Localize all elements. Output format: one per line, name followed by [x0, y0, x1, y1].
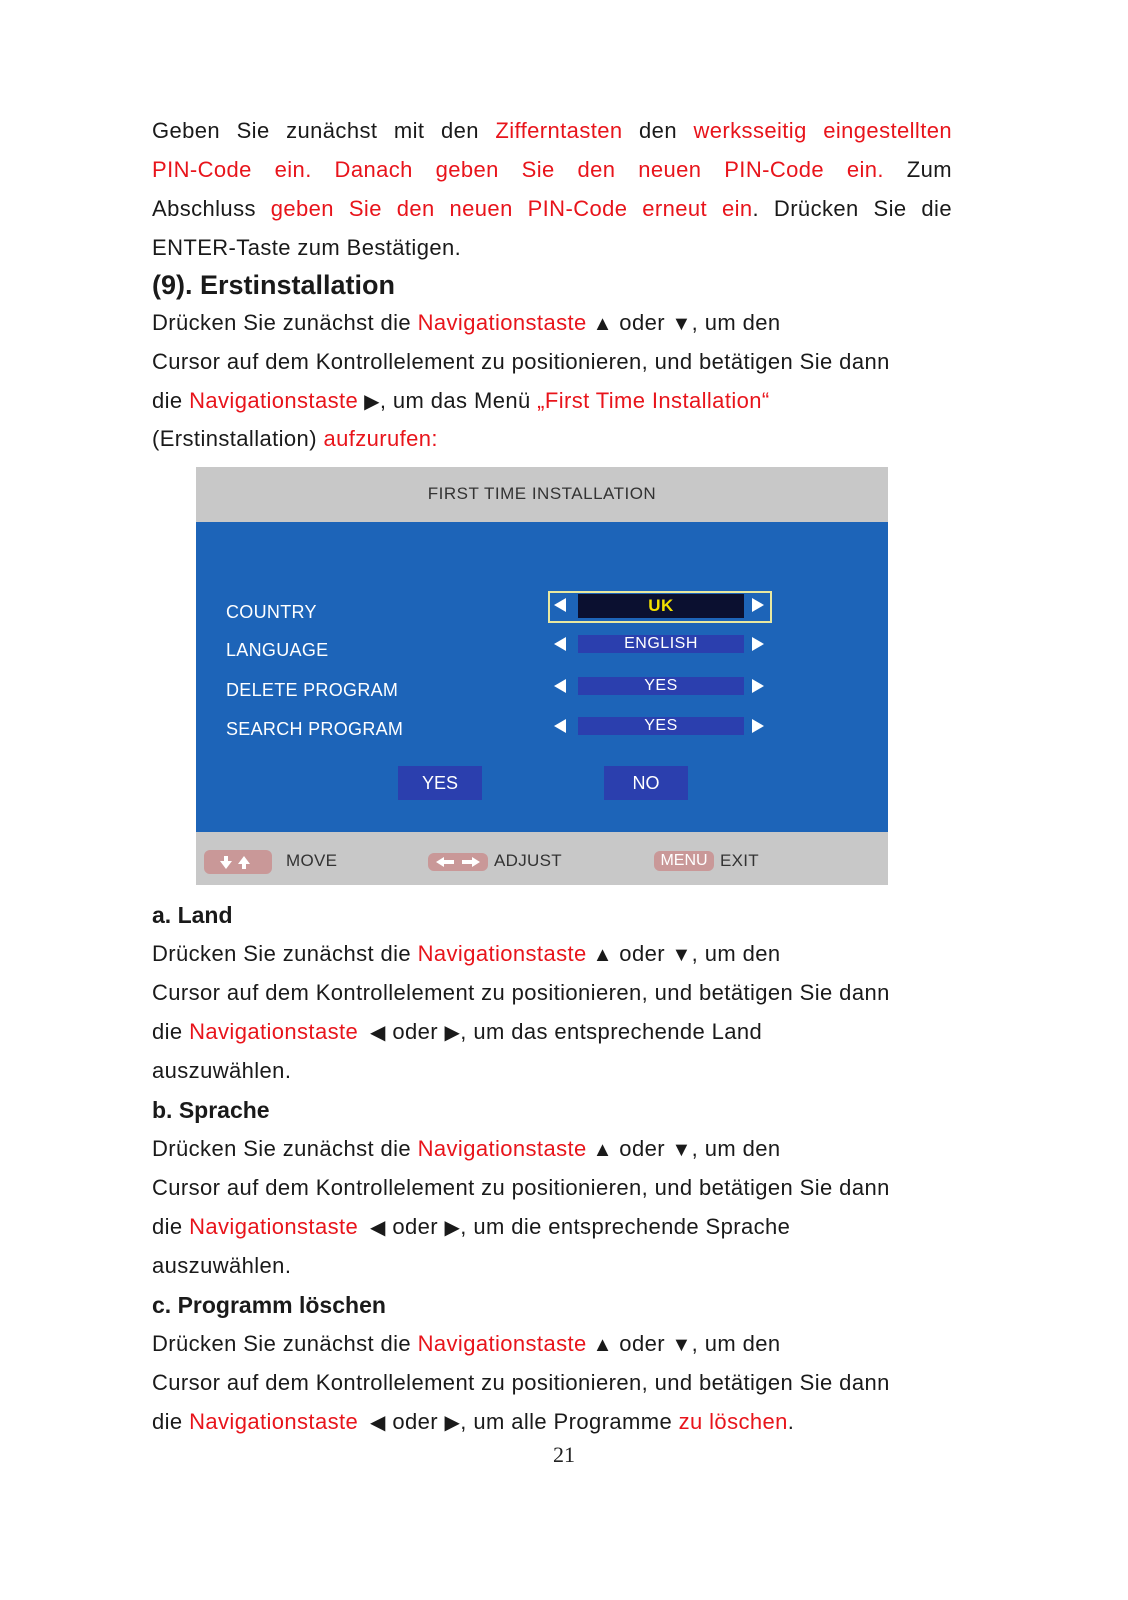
left-arrow-icon[interactable]	[554, 598, 566, 612]
section-b-title: b. Sprache	[152, 1097, 270, 1123]
section-b-line-3: die Navigationstaste ◀ oder ▶, um die entsprechende Sprache	[152, 1214, 791, 1239]
section-intro-line-4: (Erstinstallation) aufzurufen:	[152, 426, 438, 451]
section-b-line-4: auszuwählen.	[152, 1253, 292, 1278]
up-arrow-icon: ▲	[586, 1334, 613, 1356]
section-a-line-4: auszuwählen.	[152, 1058, 292, 1083]
first-time-installation-menu	[196, 467, 888, 885]
adjust-label: ADJUST	[494, 851, 562, 870]
section-c-line-1: Drücken Sie zunächst die Navigationstaste ▲ oder ▼, um den	[152, 1331, 781, 1356]
section-intro-line-2: Cursor auf dem Kontrollelement zu positionieren, und betätigen Sie dann	[152, 349, 890, 374]
section-c-line-2: Cursor auf dem Kontrollelement zu positionieren, und betätigen Sie dann	[152, 1370, 890, 1395]
left-arrow-icon[interactable]	[554, 679, 566, 693]
right-arrow-icon[interactable]	[752, 719, 764, 733]
right-arrow-icon: ▶	[358, 391, 380, 413]
page-number: 21	[553, 1442, 575, 1467]
language-label: LANGUAGE	[226, 640, 329, 660]
left-arrow-icon[interactable]	[554, 637, 566, 651]
section-b-line-1: Drücken Sie zunächst die Navigationstaste ▲ oder ▼, um den	[152, 1136, 781, 1161]
left-arrow-icon: ◀	[358, 1022, 386, 1044]
highlighted-text: PIN-Code ein. Danach geben Sie den neuen PIN-Code ein.	[152, 157, 884, 182]
menu-panel	[196, 522, 888, 832]
left-arrow-icon: ◀	[358, 1217, 386, 1239]
highlighted-text: geben Sie den neuen PIN-Code erneut ein	[270, 196, 753, 221]
up-arrow-icon: ▲	[586, 944, 613, 966]
down-arrow-icon: ▼	[671, 1139, 692, 1161]
left-arrow-icon[interactable]	[554, 719, 566, 733]
country-value[interactable]: UK	[578, 594, 744, 618]
right-arrow-icon[interactable]	[752, 637, 764, 651]
section-c-title: c. Programm löschen	[152, 1292, 386, 1318]
country-label: COUNTRY	[226, 602, 317, 622]
left-arrow-icon: ◀	[358, 1412, 386, 1434]
section-b-line-2: Cursor auf dem Kontrollelement zu positionieren, und betätigen Sie dann	[152, 1175, 890, 1200]
section-a-line-2: Cursor auf dem Kontrollelement zu positionieren, und betätigen Sie dann	[152, 980, 890, 1005]
down-arrow-icon: ▼	[671, 1334, 692, 1356]
delete-program-label: DELETE PROGRAM	[226, 680, 399, 700]
exit-label: EXIT	[720, 851, 759, 870]
body-text: Zum	[883, 157, 952, 182]
move-key-icon	[204, 850, 272, 874]
section-a-line-1: Drücken Sie zunächst die Navigationstaste ▲ oder ▼, um den	[152, 941, 781, 966]
right-arrow-icon[interactable]	[752, 598, 764, 612]
down-arrow-icon: ▼	[671, 313, 692, 335]
right-arrow-icon: ▶	[444, 1217, 461, 1239]
body-text: Geben Sie zunächst mit den	[152, 118, 496, 143]
search-program-value[interactable]: YES	[578, 717, 744, 735]
menu-title: FIRST TIME INSTALLATION	[427, 484, 657, 503]
section-a-title: a. Land	[152, 902, 233, 928]
highlighted-text: Zifferntasten	[495, 118, 623, 143]
section-intro-line-1: Drücken Sie zunächst die Navigationstaste ▲ oder ▼, um den	[152, 310, 781, 335]
language-value[interactable]: ENGLISH	[578, 635, 744, 653]
intro-line-3	[152, 196, 952, 222]
down-arrow-icon: ▼	[671, 944, 692, 966]
move-label: MOVE	[286, 851, 338, 870]
section-a-line-3: die Navigationstaste ◀ oder ▶, um das entsprechende Land	[152, 1019, 763, 1044]
body-text: Abschluss	[152, 196, 271, 221]
right-arrow-icon: ▶	[444, 1412, 461, 1434]
body-text: den	[622, 118, 694, 143]
intro-line-1	[152, 118, 952, 144]
section-c-line-3: die Navigationstaste ◀ oder ▶, um alle Programme zu löschen.	[152, 1409, 795, 1434]
yes-button[interactable]: YES	[398, 766, 482, 800]
adjust-key-icon	[428, 853, 488, 871]
menu-key-icon: MENU	[654, 851, 714, 871]
delete-program-value[interactable]: YES	[578, 677, 744, 695]
section-title: (9). Erstinstallation	[152, 270, 396, 300]
body-text: . Drücken Sie die	[752, 196, 952, 221]
search-program-label: SEARCH PROGRAM	[226, 719, 404, 739]
right-arrow-icon[interactable]	[752, 679, 764, 693]
up-arrow-icon: ▲	[586, 313, 613, 335]
right-arrow-icon: ▶	[444, 1022, 461, 1044]
menu-footer	[196, 835, 888, 885]
highlighted-text: werksseitig eingestellten	[693, 118, 952, 143]
up-arrow-icon: ▲	[586, 1139, 613, 1161]
section-intro-line-3: die Navigationstaste ▶, um das Menü „First Time Installation“	[152, 388, 770, 413]
no-button[interactable]: NO	[604, 766, 688, 800]
intro-line-2	[152, 157, 952, 183]
intro-line-4: ENTER-Taste zum Bestätigen.	[152, 235, 462, 260]
